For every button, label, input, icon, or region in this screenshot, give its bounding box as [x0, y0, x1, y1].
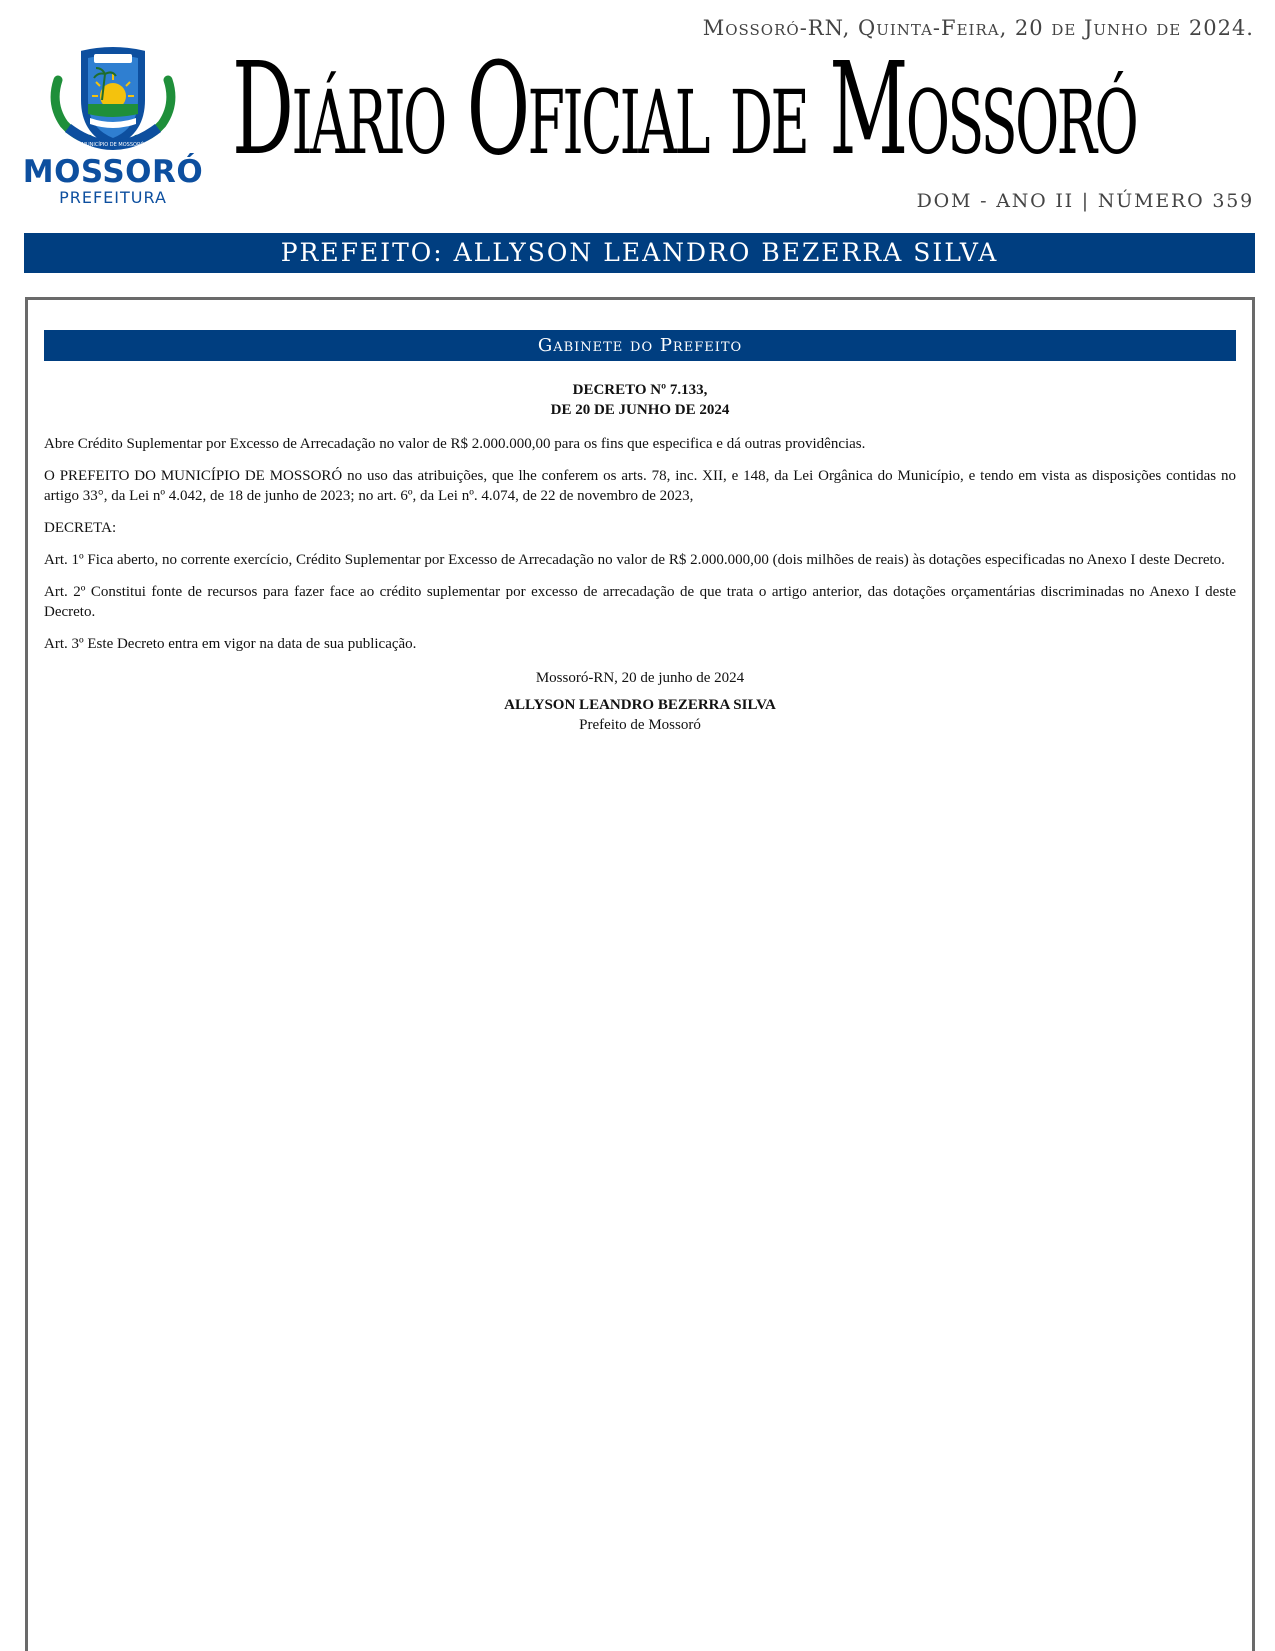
decree-heading — [44, 380, 1236, 420]
decree-decreta: DECRETA: — [44, 520, 117, 536]
decree-article-3: Art. 3º Este Decreto entra em vigor na data de sua publicação. — [44, 636, 417, 652]
signer-name: ALLYSON LEANDRO BEZERRA SILVA — [504, 697, 776, 713]
coat-of-arms-icon — [50, 44, 176, 156]
logo-subtitle: PREFEITURA — [59, 188, 167, 207]
masthead-title: Diário Oficial de Mossoró — [232, 35, 1137, 184]
masthead — [232, 35, 1254, 185]
decree-summary: Abre Crédito Suplementar por Excesso de Arrecadação no valor de R$ 2.000.000,00 para os fins que especifica e dá outras providências. — [44, 436, 866, 452]
svg-text:MUNICÍPIO DE MOSSORÓ: MUNICÍPIO DE MOSSORÓ — [81, 142, 145, 148]
prefeitura-logo — [22, 44, 204, 214]
publication-dateline: Mossoró-RN, Quinta-Feira, 20 de Junho de 2024. — [702, 16, 1254, 40]
closing-date: Mossoró-RN, 20 de junho de 2024 — [535, 670, 745, 686]
signer-role: Prefeito de Mossoró — [579, 717, 701, 733]
content-frame — [25, 297, 1255, 1651]
issue-number: DOM - ANO II | NÚMERO 359 — [916, 190, 1254, 212]
signature-block — [44, 695, 1236, 735]
decree-date: DE 20 DE JUNHO DE 2024 — [550, 402, 730, 418]
mayor-band: PREFEITO: ALLYSON LEANDRO BEZERRA SILVA — [24, 233, 1255, 273]
decree-body — [44, 380, 1236, 735]
decree-article-2: Art. 2º Constitui fonte de recursos para fazer face ao crédito suplementar por excesso de arrecadação de que trata o artigo anterior, das dotações orçamentárias discriminadas no Anexo I deste Decreto. — [44, 584, 1236, 620]
decree-article-1: Art. 1º Fica aberto, no corrente exercício, Crédito Suplementar por Excesso de Arrecadação no valor de R$ 2.000.000,00 (dois milhões de reais) às dotações especificadas no Anexo I deste Decreto. — [44, 552, 1225, 568]
decree-preamble: O PREFEITO DO MUNICÍPIO DE MOSSORÓ no uso das atribuições, que lhe conferem os arts. 78, inc. XII, e 148, da Lei Orgânica do Município, e tendo em vista as disposições contidas no artigo 33°, da Lei nº 4.042, de 18 de junho de 2023; no art. 6º, da Lei nº. 4.074, de 22 de novembro de 2023, — [44, 468, 1236, 504]
decree-number: DECRETO Nº 7.133, — [572, 382, 708, 398]
section-title-bar: Gabinete do Prefeito — [44, 330, 1236, 361]
logo-name: MOSSORÓ — [22, 154, 204, 190]
